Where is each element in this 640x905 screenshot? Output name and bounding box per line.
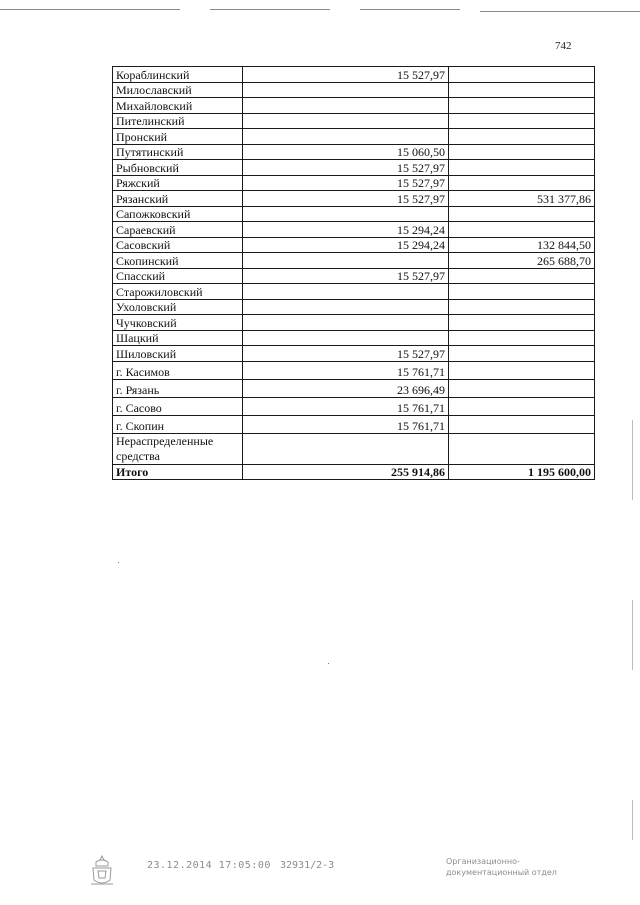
district-name-cell: Рязанский	[113, 191, 243, 207]
amount-cell-2	[449, 415, 595, 433]
amount-cell-2	[449, 346, 595, 362]
amount-cell-1: 15 294,24	[243, 222, 449, 238]
table-row	[113, 144, 595, 160]
amount-cell-1	[243, 129, 449, 145]
table-row	[113, 346, 595, 362]
table-row	[113, 82, 595, 98]
scan-top-edge	[0, 5, 640, 15]
amount-cell-1: 15 060,50	[243, 144, 449, 160]
amount-cell-1: 15 527,97	[243, 191, 449, 207]
amount-cell-2	[449, 433, 595, 464]
district-name-cell: Путятинский	[113, 144, 243, 160]
amount-cell-1	[243, 299, 449, 315]
table-row	[113, 361, 595, 379]
district-name-cell: Ряжский	[113, 175, 243, 191]
amount-cell-2	[449, 379, 595, 397]
district-name-cell: г. Рязань	[113, 379, 243, 397]
amount-cell-1	[243, 113, 449, 129]
table-row	[113, 113, 595, 129]
district-name-cell: Михайловский	[113, 98, 243, 114]
table-row	[113, 433, 595, 464]
district-name-cell: Ухоловский	[113, 299, 243, 315]
stamp-department	[446, 856, 576, 878]
amount-cell-1	[243, 284, 449, 300]
table-row	[113, 299, 595, 315]
amount-cell-2	[449, 268, 595, 284]
district-name-cell: Старожиловский	[113, 284, 243, 300]
amount-cell-2	[449, 206, 595, 222]
amount-cell-1	[243, 253, 449, 269]
district-name-cell: г. Касимов	[113, 361, 243, 379]
amount-cell-2	[449, 160, 595, 176]
amount-cell-2	[449, 299, 595, 315]
amount-cell-2	[449, 144, 595, 160]
table-row	[113, 397, 595, 415]
district-name-cell: Милославский	[113, 82, 243, 98]
amount-cell-2	[449, 175, 595, 191]
table-row	[113, 284, 595, 300]
amount-cell-2	[449, 82, 595, 98]
stamp-department-line1: Организационно-	[446, 857, 520, 866]
amount-cell-2: 531 377,86	[449, 191, 595, 207]
district-name-cell: Кораблинский	[113, 67, 243, 83]
district-name-cell: Сапожковский	[113, 206, 243, 222]
amount-cell-1: 15 294,24	[243, 237, 449, 253]
amount-cell-1: 15 761,71	[243, 415, 449, 433]
district-name-cell: г. Сасово	[113, 397, 243, 415]
amount-cell-2: 132 844,50	[449, 237, 595, 253]
district-name-cell: Скопинский	[113, 253, 243, 269]
table-row	[113, 160, 595, 176]
stamp-timestamp: 23.12.2014 17:05:00	[147, 860, 271, 871]
district-name-cell: Итого	[113, 464, 243, 480]
table-row	[113, 191, 595, 207]
amount-cell-2	[449, 67, 595, 83]
district-name-cell: Рыбновский	[113, 160, 243, 176]
amount-cell-2	[449, 222, 595, 238]
footer-stamp	[0, 854, 640, 894]
scan-speck	[118, 562, 119, 563]
allocation-table	[112, 66, 595, 480]
amount-cell-2	[449, 315, 595, 331]
amount-cell-1: 15 527,97	[243, 67, 449, 83]
scan-speck	[328, 663, 329, 664]
amount-cell-2	[449, 129, 595, 145]
amount-cell-1	[243, 206, 449, 222]
amount-cell-1: 15 527,97	[243, 160, 449, 176]
coat-of-arms-icon	[88, 854, 116, 888]
table-row	[113, 330, 595, 346]
table-row	[113, 67, 595, 83]
table-row	[113, 237, 595, 253]
stamp-department-line2: документационный отдел	[446, 868, 557, 877]
amount-cell-2: 1 195 600,00	[449, 464, 595, 480]
district-name-cell: Сараевский	[113, 222, 243, 238]
amount-cell-1: 15 527,97	[243, 268, 449, 284]
table-row	[113, 175, 595, 191]
table-row	[113, 129, 595, 145]
amount-cell-1	[243, 330, 449, 346]
amount-cell-2	[449, 397, 595, 415]
table-row	[113, 315, 595, 331]
stamp-document-ref: 32931/2-3	[280, 860, 335, 871]
district-name-cell: Спасский	[113, 268, 243, 284]
table-row	[113, 222, 595, 238]
amount-cell-1: 255 914,86	[243, 464, 449, 480]
amount-cell-2	[449, 113, 595, 129]
table-row	[113, 268, 595, 284]
district-name-cell: Сасовский	[113, 237, 243, 253]
amount-cell-1: 15 527,97	[243, 175, 449, 191]
table-row	[113, 415, 595, 433]
amount-cell-1: 15 527,97	[243, 346, 449, 362]
amount-cell-2: 265 688,70	[449, 253, 595, 269]
scan-right-edge	[632, 800, 633, 840]
table-row	[113, 98, 595, 114]
amount-cell-1: 15 761,71	[243, 397, 449, 415]
district-name-cell: Пронский	[113, 129, 243, 145]
amount-cell-1	[243, 433, 449, 464]
amount-cell-1	[243, 82, 449, 98]
district-name-cell: Нераспределенные средства	[113, 433, 243, 464]
page-number: 742	[555, 40, 572, 52]
district-name-cell: Шиловский	[113, 346, 243, 362]
table-row	[113, 379, 595, 397]
amount-cell-2	[449, 284, 595, 300]
district-name-cell: Шацкий	[113, 330, 243, 346]
amount-cell-1: 15 761,71	[243, 361, 449, 379]
scan-right-edge	[632, 600, 633, 670]
amount-cell-2	[449, 361, 595, 379]
amount-cell-2	[449, 98, 595, 114]
district-name-cell: Пителинский	[113, 113, 243, 129]
amount-cell-2	[449, 330, 595, 346]
amount-cell-1: 23 696,49	[243, 379, 449, 397]
district-name-cell: г. Скопин	[113, 415, 243, 433]
table-row	[113, 206, 595, 222]
district-name-cell: Чучковский	[113, 315, 243, 331]
scan-right-edge	[632, 420, 633, 500]
amount-cell-1	[243, 98, 449, 114]
amount-cell-1	[243, 315, 449, 331]
table-body	[113, 67, 595, 480]
total-row	[113, 464, 595, 480]
table-row	[113, 253, 595, 269]
